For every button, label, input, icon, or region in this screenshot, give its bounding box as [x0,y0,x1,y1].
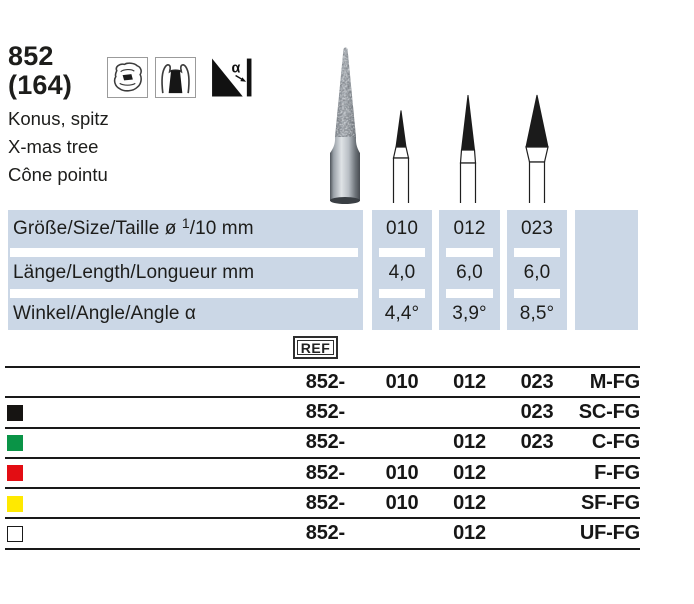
product-name-de: Konus, spitz [8,108,109,129]
spec-column-empty [575,210,638,330]
order-row-uf [5,517,640,547]
order-row-c [5,427,640,457]
spec-label-size: Größe/Size/Taille ø $^1$/10 mm [13,215,254,239]
taper-angle-icon [210,57,253,98]
size-010: 010 [385,491,419,514]
size-012: 012 [453,431,486,454]
row-divider [514,248,560,257]
product-names [8,105,109,189]
ref-number: 852- [305,400,345,423]
spec-label-angle: Winkel/Angle/Angle α [13,303,197,324]
product-name-en: X-mas tree [8,136,99,157]
angle-value: 3,9° [452,303,487,324]
grit-code: SC-FG [578,400,640,423]
order-list [5,366,640,550]
grit-color-swatch [7,526,23,542]
row-divider [10,289,358,298]
ref-number: 852- [305,370,345,393]
spec-label-length: Länge/Length/Longueur mm [13,262,255,283]
length-value: 6,0 [456,262,483,283]
spec-table [8,210,638,330]
size-012: 012 [453,522,486,545]
row-divider [379,248,425,257]
size-012 [439,398,500,426]
product-number: 852 [8,41,54,71]
grit-color-swatch [7,405,23,421]
grit-code: C-FG [591,431,640,454]
spec-column-023 [507,210,567,330]
bur-drawing-023 [524,92,552,204]
size-010 [372,519,432,547]
angle-value: 4,4° [384,303,420,324]
diamond-bur-photo [328,44,362,206]
ref-number: 852- [305,491,345,514]
ref-number: 852- [305,461,345,484]
order-row-m [5,366,640,396]
row-divider [446,248,493,257]
order-row-f [5,457,640,487]
row-divider [379,289,425,298]
row-divider [446,289,493,298]
size-value: 012 [453,218,486,239]
length-value: 6,0 [523,262,551,283]
product-alt-number: (164) [8,70,73,100]
ref-number: 852- [305,431,345,454]
size-010: 010 [385,461,419,484]
grit-color-swatch [7,496,23,512]
angle-value: 8,5° [519,303,555,324]
size-023: 023 [520,400,554,423]
order-row-sf [5,487,640,517]
spec-label-column [8,210,363,330]
bur-drawing-010 [390,108,414,204]
spec-column-012 [439,210,500,330]
ref-label: REF [293,336,338,359]
row-divider [514,289,560,298]
product-name-fr: Cône pointu [8,164,108,185]
size-value: 023 [520,218,553,239]
grit-code: M-FG [589,370,640,393]
row-divider [10,248,358,257]
size-010: 010 [385,370,419,393]
alpha-symbol: α [231,60,241,77]
size-012: 012 [453,491,486,514]
grit-color-swatch [7,435,23,451]
size-023: 023 [520,370,554,393]
size-012: 012 [453,370,486,393]
product-number-block [8,42,72,100]
size-023: 023 [520,431,554,454]
grit-code: UF-FG [579,522,640,545]
order-row-sc [5,396,640,426]
ref-number: 852- [305,522,345,545]
grit-code: SF-FG [581,491,640,514]
size-value: 010 [385,218,418,239]
spec-column-010 [372,210,432,330]
length-value: 4,0 [388,262,416,283]
size-010 [372,429,432,457]
grit-color-swatch [7,465,23,481]
size-012: 012 [453,461,486,484]
bur-drawing-012 [457,92,481,204]
crown-prep-icon [155,57,196,98]
grit-code: F-FG [594,461,640,484]
occlusal-prep-icon [107,57,148,98]
size-010 [372,398,432,426]
